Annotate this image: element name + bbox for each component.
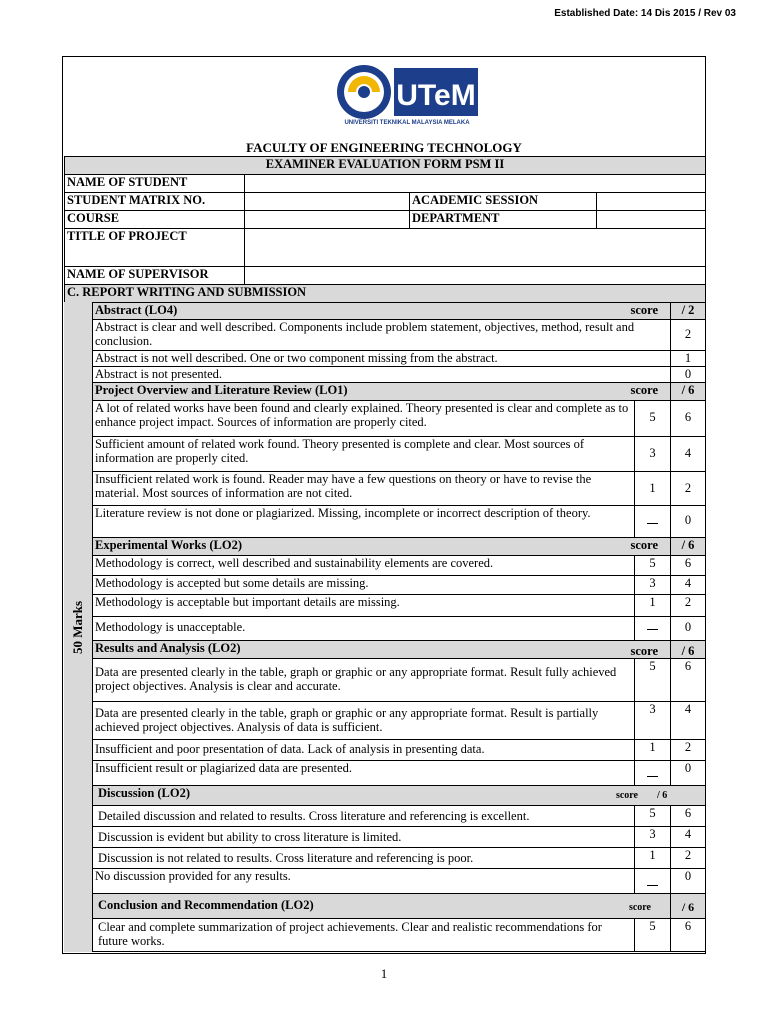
- abstract-title: Abstract (LO4): [92, 302, 670, 320]
- abstract-score-label: score: [560, 302, 671, 320]
- input-student-name[interactable]: [244, 174, 706, 193]
- overview-s1-3[interactable]: 1: [634, 471, 671, 506]
- overview-s1-2[interactable]: 3: [634, 436, 671, 472]
- input-project-title[interactable]: [244, 228, 706, 267]
- experimental-row-1: Methodology is correct, well described and sustainability elements are covered.: [92, 555, 635, 576]
- experimental-score-label: score: [560, 537, 671, 556]
- label-project-title: TITLE OF PROJECT: [64, 228, 245, 267]
- discussion-title: Discussion (LO2): [92, 785, 670, 806]
- label-academic-session: ACADEMIC SESSION: [409, 192, 597, 211]
- form-title: EXAMINER EVALUATION FORM PSM II: [64, 156, 706, 175]
- conclusion-s2-1[interactable]: 6: [670, 918, 706, 952]
- experimental-s1-3[interactable]: 1: [634, 594, 671, 617]
- results-s2-1[interactable]: 6: [670, 658, 706, 702]
- dash-mark: [647, 885, 658, 886]
- input-matrix-no[interactable]: [244, 192, 410, 211]
- discussion-row-4: No discussion provided for any results.: [92, 868, 635, 894]
- overview-row-4: Literature review is not done or plagiarized. Missing, incomplete or incorrect description of theory.: [92, 505, 635, 538]
- overview-row-1: A lot of related works have been found and clearly explained. Theory presented is clear and complete as to enhance project impact. Sources of information are properly cited.: [92, 400, 635, 437]
- logo-text: UTeM: [396, 79, 476, 112]
- abstract-score-3[interactable]: 0: [670, 366, 706, 383]
- experimental-row-4: Methodology is unacceptable.: [92, 616, 635, 641]
- results-title: Results and Analysis (LO2): [92, 640, 670, 659]
- overview-title: Project Overview and Literature Review (LO1): [92, 382, 670, 401]
- conclusion-title: Conclusion and Recommendation (LO2): [92, 893, 670, 919]
- overview-s2-1[interactable]: 6: [670, 400, 706, 437]
- results-row-2: Data are presented clearly in the table, graph or graphic or any appropriate format. Result is partially achieved project objectives. Analysis of data is sufficient.: [92, 701, 635, 740]
- discussion-score-label: score: [560, 785, 671, 806]
- input-course[interactable]: [244, 210, 410, 229]
- results-s1-3[interactable]: 1: [634, 739, 671, 761]
- overview-s2-2[interactable]: 4: [670, 436, 706, 472]
- experimental-title: Experimental Works (LO2): [92, 537, 670, 556]
- label-department: DEPARTMENT: [409, 210, 597, 229]
- results-s2-2[interactable]: 4: [670, 701, 706, 740]
- discussion-s1-3[interactable]: 1: [634, 847, 671, 869]
- results-s2-4[interactable]: 0: [670, 760, 706, 786]
- conclusion-max: / 6: [670, 893, 706, 919]
- discussion-s2-4[interactable]: 0: [670, 868, 706, 894]
- discussion-s1-4[interactable]: [634, 868, 671, 894]
- logo-subtitle: UNIVERSITI TEKNIKAL MALAYSIA MELAKA: [344, 120, 470, 126]
- results-s2-3[interactable]: 2: [670, 739, 706, 761]
- experimental-max: / 6: [670, 537, 706, 556]
- conclusion-s1-1[interactable]: 5: [634, 918, 671, 952]
- discussion-row-3: Discussion is not related to results. Cross literature and referencing is poor.: [92, 847, 635, 869]
- results-score-label: score: [560, 640, 671, 659]
- label-course: COURSE: [64, 210, 245, 229]
- overview-s2-4[interactable]: 0: [670, 505, 706, 538]
- abstract-row-3: Abstract is not presented.: [92, 366, 671, 383]
- established-date: Established Date: 14 Dis 2015 / Rev 03: [554, 8, 736, 19]
- results-row-3: Insufficient and poor presentation of data. Lack of analysis in presenting data.: [92, 739, 635, 761]
- experimental-s2-1[interactable]: 6: [670, 555, 706, 576]
- abstract-row-1: Abstract is clear and well described. Components include problem statement, objectives, method, result and conclusion.: [92, 319, 671, 351]
- discussion-row-1: Detailed discussion and related to results. Cross literature and referencing is excellent.: [92, 805, 635, 827]
- overview-row-3: Insufficient related work is found. Reader may have a few questions on theory or have to revise the material. Most sources of information are not cited.: [92, 471, 635, 506]
- input-academic-session[interactable]: [596, 192, 706, 211]
- discussion-max: / 6: [655, 785, 706, 806]
- discussion-s2-1[interactable]: 6: [670, 805, 706, 827]
- experimental-s1-1[interactable]: 5: [634, 555, 671, 576]
- overview-score-label: score: [560, 382, 671, 401]
- dash-mark: [647, 523, 658, 524]
- experimental-s2-3[interactable]: 2: [670, 594, 706, 617]
- discussion-s1-2[interactable]: 3: [634, 826, 671, 848]
- marks-label: 50 Marks: [64, 302, 92, 952]
- label-supervisor: NAME OF SUPERVISOR: [64, 266, 245, 285]
- overview-s1-1[interactable]: 5: [634, 400, 671, 437]
- label-matrix-no: STUDENT MATRIX NO.: [64, 192, 245, 211]
- results-row-1: Data are presented clearly in the table, graph or graphic or any appropriate format. Result fully achieved project objectives. Analysis is clear and accurate.: [92, 658, 635, 702]
- experimental-s1-2[interactable]: 3: [634, 575, 671, 595]
- results-row-4: Insufficient result or plagiarized data are presented.: [92, 760, 635, 786]
- abstract-score-1[interactable]: 2: [670, 319, 706, 351]
- dash-mark: [647, 629, 658, 630]
- discussion-s2-2[interactable]: 4: [670, 826, 706, 848]
- label-student-name: NAME OF STUDENT: [64, 174, 245, 193]
- conclusion-row-1: Clear and complete summarization of project achievements. Clear and realistic recommendations for future works.: [92, 918, 635, 952]
- discussion-s2-3[interactable]: 2: [670, 847, 706, 869]
- results-s1-1[interactable]: 5: [634, 658, 671, 702]
- abstract-score-2[interactable]: 1: [670, 350, 706, 367]
- experimental-s2-4[interactable]: 0: [670, 616, 706, 641]
- results-s1-4[interactable]: [634, 760, 671, 786]
- experimental-s2-2[interactable]: 4: [670, 575, 706, 595]
- overview-row-2: Sufficient amount of related work found. Theory presented is complete and clear. Most sources of information are properly cited.: [92, 436, 635, 472]
- overview-s2-3[interactable]: 2: [670, 471, 706, 506]
- experimental-s1-4[interactable]: [634, 616, 671, 641]
- section-c-header: C. REPORT WRITING AND SUBMISSION: [64, 284, 706, 303]
- abstract-row-2: Abstract is not well described. One or two component missing from the abstract.: [92, 350, 671, 367]
- input-supervisor[interactable]: [244, 266, 706, 285]
- overview-s1-4[interactable]: [634, 505, 671, 538]
- conclusion-score-label: score: [560, 893, 671, 919]
- experimental-row-3: Methodology is acceptable but important details are missing.: [92, 594, 635, 617]
- input-department[interactable]: [596, 210, 706, 229]
- results-s1-2[interactable]: 3: [634, 701, 671, 740]
- faculty-name: FACULTY OF ENGINEERING TECHNOLOGY: [246, 140, 522, 155]
- dash-mark: [647, 776, 658, 777]
- discussion-s1-1[interactable]: 5: [634, 805, 671, 827]
- page-number: 1: [380, 966, 388, 981]
- results-max: / 6: [670, 640, 706, 659]
- abstract-max: / 2: [670, 302, 706, 320]
- discussion-row-2: Discussion is evident but ability to cross literature is limited.: [92, 826, 635, 848]
- overview-max: / 6: [670, 382, 706, 401]
- experimental-row-2: Methodology is accepted but some details are missing.: [92, 575, 635, 595]
